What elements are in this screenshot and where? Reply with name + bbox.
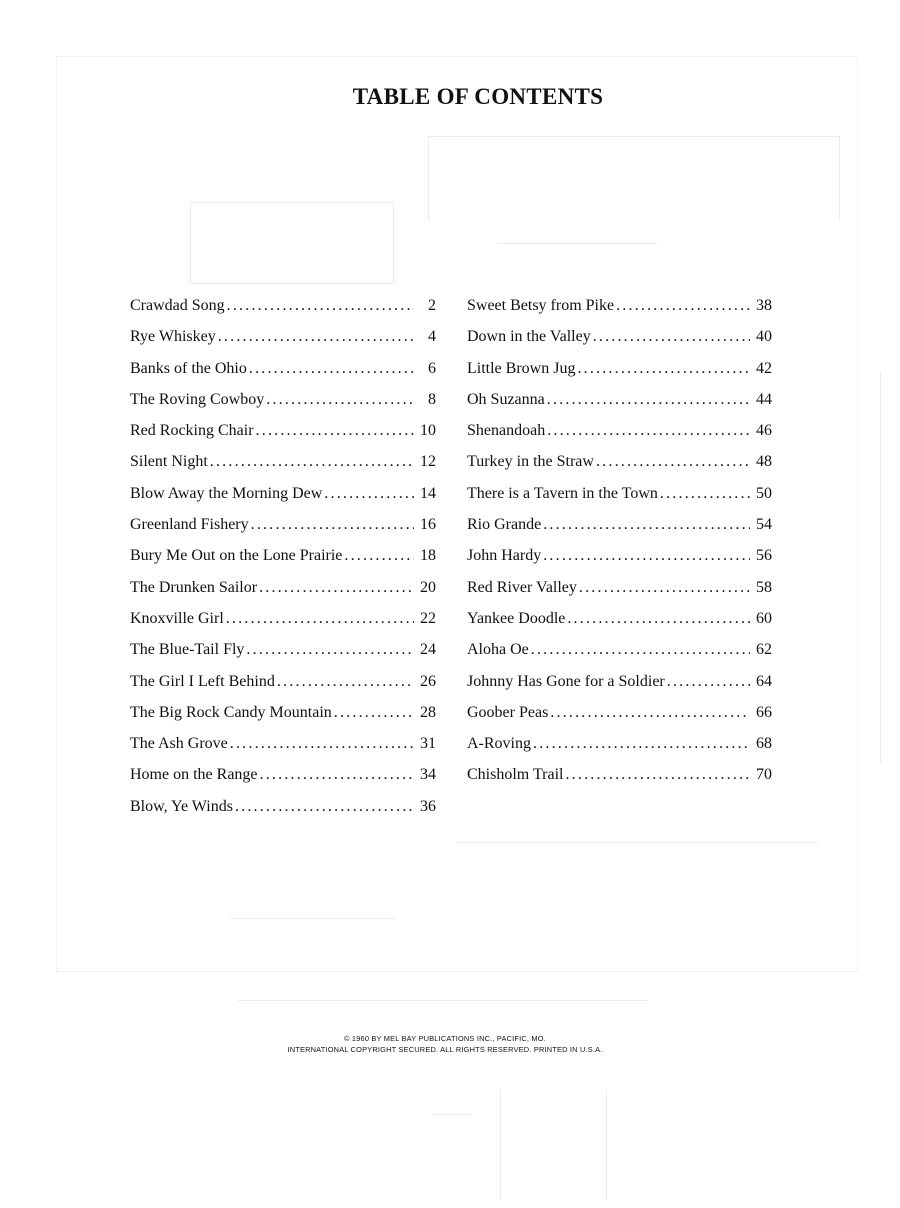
toc-entry-title: The Drunken Sailor [130,578,258,596]
toc-entry-title: The Roving Cowboy [130,390,265,408]
toc-leader-dots [616,297,750,315]
toc-entry-page: 6 [428,359,436,377]
scan-artifact-box [190,202,394,284]
toc-entry [467,579,772,610]
scan-artifact-line [432,1114,472,1115]
toc-entry [130,579,436,610]
toc-entry-title: Home on the Range [130,766,258,784]
scan-artifact-line [500,1090,501,1200]
toc-entry-page: 46 [756,422,772,440]
toc-entry-title: Crawdad Song [130,297,225,314]
toc-leader-dots [259,579,414,597]
toc-entry-page: 10 [420,422,436,440]
toc-entry [130,673,436,704]
toc-entry-page: 64 [756,672,772,690]
toc-entry-title: Turkey in the Straw [467,453,594,471]
toc-entry-title: The Girl I Left Behind [130,672,275,690]
toc-entry-title: A-Roving [467,735,531,753]
toc-entry-title: There is a Tavern in the Town [467,484,658,502]
toc-leader-dots [324,485,414,503]
toc-leader-dots [596,453,750,471]
toc-entry-title: Red Rocking Chair [130,422,254,440]
scan-artifact-line [497,243,657,244]
toc-leader-dots [577,360,750,378]
toc-entry-title: The Ash Grove [130,735,228,753]
toc-leader-dots [543,547,750,565]
toc-entry [467,673,772,704]
toc-entry-page: 56 [756,547,772,565]
toc-entry-title: Greenland Fishery [130,516,249,534]
toc-entry [130,516,436,547]
toc-leader-dots [567,610,750,628]
toc-entry-page: 14 [420,484,436,502]
toc-entry-title: Johnny Has Gone for a Soldier [467,672,665,690]
toc-leader-dots [334,704,414,722]
toc-leader-dots [565,766,750,784]
toc-entry-page: 4 [428,328,436,346]
toc-entry [467,360,772,391]
copyright-notice [0,1033,890,1055]
toc-entry-page: 18 [420,547,436,565]
toc-entry-page: 42 [756,359,772,377]
scan-artifact-line [238,1000,648,1001]
toc-entry-page: 34 [420,766,436,784]
toc-entry [130,547,436,578]
toc-entry [130,766,436,797]
toc-entry-title: Blow, Ye Winds [130,797,233,815]
toc-leader-dots [256,422,414,440]
toc-entry [130,798,436,829]
toc-leader-dots [260,766,414,784]
toc-column-right [467,297,772,798]
toc-leader-dots [277,673,414,691]
toc-entry [467,391,772,422]
toc-entry-page: 44 [756,390,772,408]
toc-entry-page: 36 [420,797,436,815]
toc-entry-title: Yankee Doodle [467,609,566,627]
toc-leader-dots [547,391,750,409]
toc-leader-dots [226,610,414,628]
page-title: TABLE OF CONTENTS [352,84,604,109]
toc-entry-page: 22 [420,609,436,627]
toc-leader-dots [547,422,750,440]
toc-entry [130,360,436,391]
toc-leader-dots [218,328,414,346]
toc-entry-page: 62 [756,641,772,659]
toc-entry-page: 16 [420,516,436,534]
toc-entry-page: 68 [756,735,772,753]
toc-entry-page: 60 [756,609,772,627]
toc-entry [130,422,436,453]
toc-entry-title: Aloha Oe [467,641,529,659]
toc-entry-page: 38 [756,297,772,314]
toc-entry-title: Rio Grande [467,516,542,534]
toc-entry [130,453,436,484]
toc-leader-dots [210,453,414,471]
toc-leader-dots [667,673,750,691]
toc-entry-title: The Blue-Tail Fly [130,641,245,659]
toc-entry-page: 58 [756,578,772,596]
toc-leader-dots [533,735,750,753]
toc-entry-title: Goober Peas [467,703,549,721]
toc-entry [467,453,772,484]
toc-leader-dots [249,360,414,378]
toc-entry [130,610,436,641]
toc-entry [467,547,772,578]
scan-artifact-line [880,372,881,762]
toc-entry-title: Blow Away the Morning Dew [130,484,323,502]
toc-entry [467,766,772,797]
toc-entry-page: 40 [756,328,772,346]
toc-leader-dots [230,735,414,753]
toc-entry [130,328,436,359]
toc-leader-dots [660,485,750,503]
toc-entry-title: Down in the Valley [467,328,591,346]
toc-leader-dots [266,391,414,409]
toc-entry [130,297,436,328]
toc-leader-dots [227,297,414,315]
copyright-line: INTERNATIONAL COPYRIGHT SECURED. ALL RIGHTS RESERVED. PRINTED IN U.S.A. [287,1045,603,1054]
toc-entry-title: The Big Rock Candy Mountain [130,703,332,721]
toc-entry [467,297,772,328]
toc-entry-page: 20 [420,578,436,596]
toc-leader-dots [543,516,750,534]
scan-artifact-box [428,136,840,221]
toc-leader-dots [531,641,750,659]
toc-entry-title: John Hardy [467,547,542,565]
scan-artifact-line [456,842,818,843]
toc-entry [467,704,772,735]
toc-entry-page: 66 [756,703,772,721]
toc-entry-title: Knoxville Girl [130,609,224,627]
toc-entry [130,485,436,516]
scan-artifact-line [606,1090,607,1200]
toc-entry-title: Silent Night [130,453,208,471]
toc-entry-page: 28 [420,703,436,721]
toc-entry [467,641,772,672]
toc-entry-title: Shenandoah [467,422,546,440]
toc-leader-dots [251,516,414,534]
toc-entry [467,422,772,453]
toc-column-left [130,297,436,829]
toc-entry-title: Little Brown Jug [467,359,576,377]
toc-leader-dots [235,798,414,816]
copyright-line: © 1960 BY MEL BAY PUBLICATIONS INC., PACIFIC, MO. [344,1034,546,1043]
toc-entry [467,485,772,516]
toc-entry-title: Oh Suzanna [467,390,545,408]
toc-entry-title: Sweet Betsy from Pike [467,297,615,314]
toc-entry-page: 54 [756,516,772,534]
toc-entry-page: 31 [420,735,436,753]
toc-leader-dots [550,704,750,722]
toc-entry-page: 12 [420,453,436,471]
toc-entry-page: 48 [756,453,772,471]
toc-entry-title: Banks of the Ohio [130,359,247,377]
toc-entry [130,735,436,766]
toc-entry [130,704,436,735]
toc-entry-page: 24 [420,641,436,659]
toc-leader-dots [579,579,750,597]
toc-leader-dots [593,328,750,346]
toc-entry-title: Bury Me Out on the Lone Prairie [130,547,343,565]
toc-leader-dots [246,641,414,659]
toc-entry [130,391,436,422]
toc-entry [467,610,772,641]
toc-entry-page: 50 [756,484,772,502]
toc-entry-title: Red River Valley [467,578,577,596]
scan-artifact-line [230,918,395,919]
toc-entry-page: 70 [756,766,772,784]
toc-entry-page: 2 [428,297,436,314]
toc-entry-page: 8 [428,390,436,408]
toc-entry-title: Rye Whiskey [130,328,216,346]
toc-entry-title: Chisholm Trail [467,766,564,784]
toc-entry [467,516,772,547]
toc-entry [130,641,436,672]
toc-leader-dots [344,547,414,565]
toc-entry [467,735,772,766]
toc-entry [467,328,772,359]
toc-entry-page: 26 [420,672,436,690]
